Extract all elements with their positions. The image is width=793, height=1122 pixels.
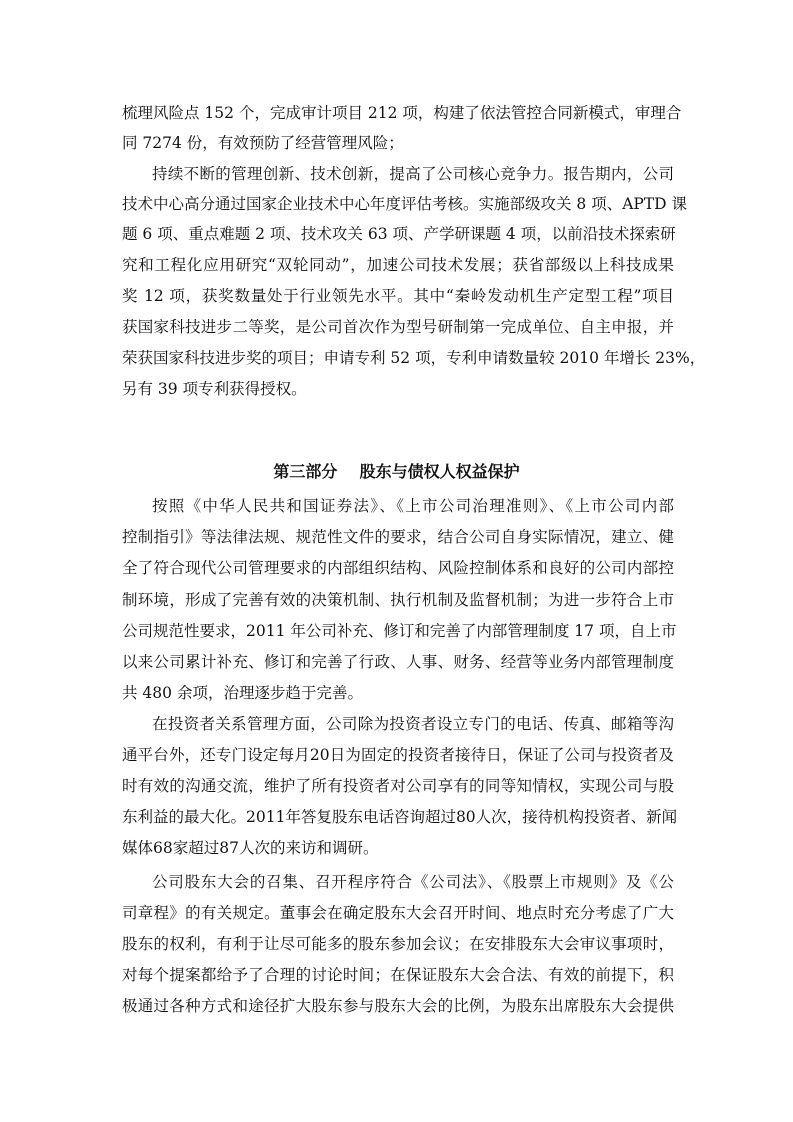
text-line: 公司股东大会的召集、召开程序符合《公司法》、《股票上市规则》及《公 [152, 873, 674, 891]
text-line: 股东的权利，有利于让尽可能多的股东参加会议；在安排股东大会审议事项时， [122, 935, 674, 953]
text-line: 全了符合现代公司管理要求的内部组织结构、风险控制体系和良好的公司内部控 [122, 559, 674, 577]
text-line: 题 6 项、重点难题 2 项、技术攻关 63 项、产学研课题 4 项，以前沿技术探索研 [122, 225, 676, 243]
text-line: 控制指引》等法律法规、规范性文件的要求，结合公司自身实际情况，建立、健 [122, 528, 674, 546]
text-line: 同 7274 份，有效预防了经营管理风险； [122, 134, 404, 152]
text-line: 在投资者关系管理方面，公司除为投资者设立专门的电话、传真、邮箱等沟 [152, 715, 674, 733]
text-line: 奖 12 项，获奖数量处于行业领先水平。其中“秦岭发动机生产定型工程”项目 [122, 287, 674, 305]
text-line: 梳理风险点 152 个，完成审计项目 212 项，构建了依法管控合同新模式，审理合 [122, 104, 682, 122]
text-line: 持续不断的管理创新、技术创新，提高了公司核心竞争力。报告期内，公司 [152, 165, 674, 183]
text-line: 通平台外，还专门设定每月20日为固定的投资者接待日，保证了公司与投资者及 [122, 746, 674, 764]
text-line: 媒体68家超过87人次的来访和调研。 [122, 839, 379, 857]
text-line: 以来公司累计补充、修订和完善了行政、人事、财务、经营等业务内部管理制度 [122, 653, 674, 671]
text-line: 荣获国家科技进步奖的项目；申请专利 52 项，专利申请数量较 2010 年增长 23%， [122, 349, 706, 367]
text-line: 究和工程化应用研究“双轮同动”，加速公司技术发展；获省部级以上科技成果 [122, 256, 674, 274]
text-line: 东利益的最大化。2011年答复股东电话咨询超过80人次，接待机构投资者、新闻 [122, 808, 678, 826]
text-line: 对每个提案都给予了合理的讨论时间；在保证股东大会合法、有效的前提下，积 [122, 966, 674, 984]
section-heading: 第三部分 股东与债权人权益保护 [273, 462, 520, 481]
text-line: 司章程》的有关规定。董事会在确定股东大会召开时间、地点时充分考虑了广大 [122, 904, 674, 922]
text-line: 制环境，形成了完善有效的决策机制、执行机制及监督机制；为进一步符合上市 [122, 591, 674, 609]
text-line: 另有 39 项专利获得授权。 [122, 380, 307, 398]
text-line: 共 480 余项，治理逐步趋于完善。 [122, 684, 363, 702]
text-line: 时有效的沟通交流，维护了所有投资者对公司享有的同等知情权，实现公司与股 [122, 777, 674, 795]
text-line: 技术中心高分通过国家企业技术中心年度评估考核。实施部级攻关 8 项、APTD 课 [122, 195, 688, 213]
text-line: 极通过各种方式和途径扩大股东参与股东大会的比例，为股东出席股东大会提供 [122, 997, 674, 1015]
text-line: 公司规范性要求，2011 年公司补充、修订和完善了内部管理制度 17 项，自上市 [122, 622, 677, 640]
text-line: 获国家科技进步二等奖，是公司首次作为型号研制第一完成单位、自主申报，并 [122, 318, 674, 336]
text-line: 按照《中华人民共和国证券法》、《上市公司治理准则》、《上市公司内部 [152, 497, 674, 515]
